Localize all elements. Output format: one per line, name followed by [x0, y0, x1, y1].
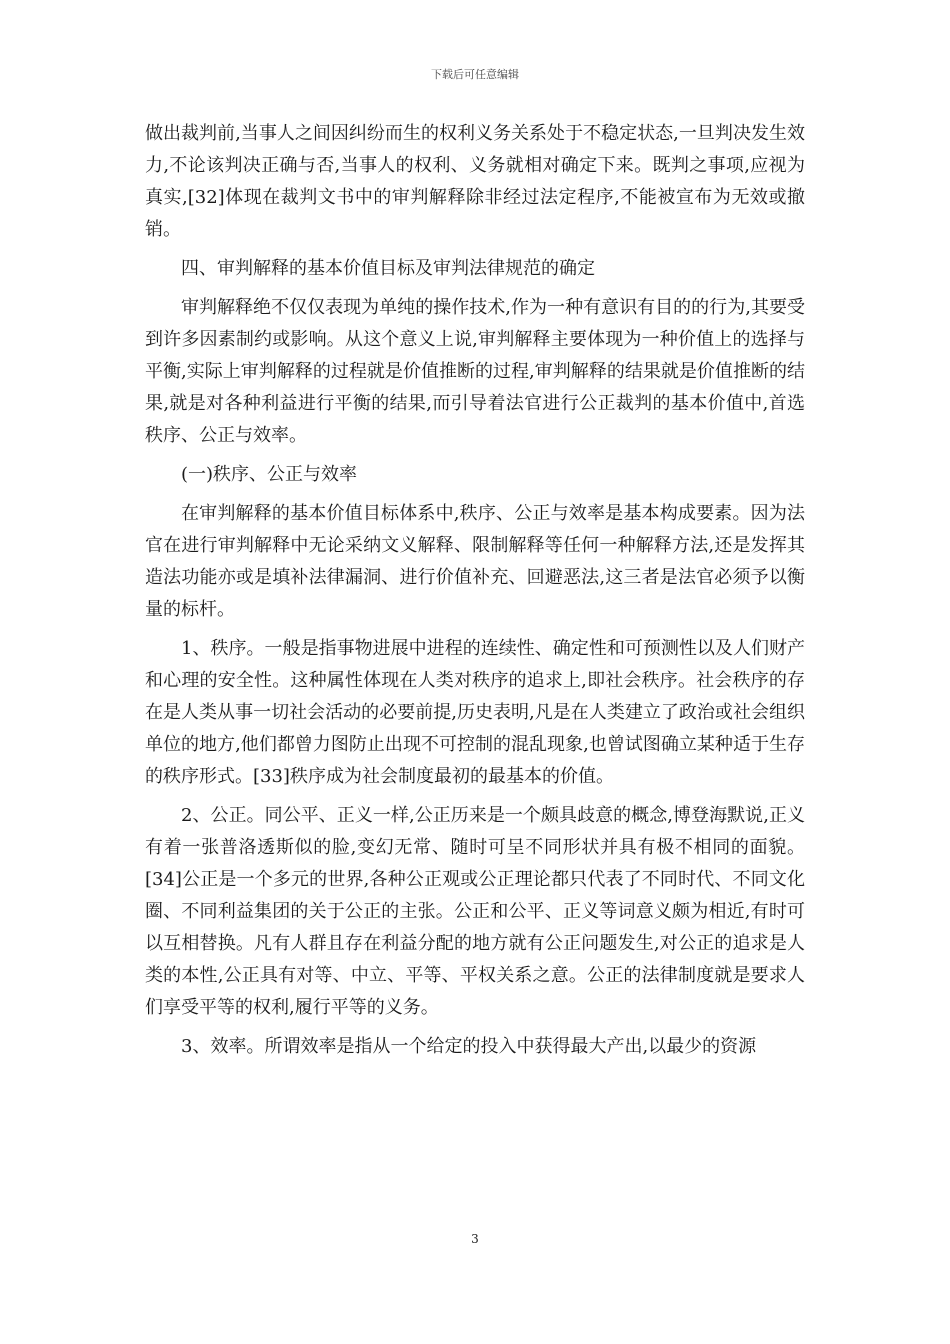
paragraph-efficiency: 3、效率。所谓效率是指从一个给定的投入中获得最大产出,以最少的资源 [181, 1036, 757, 1057]
paragraph-order: 1、秩序。一般是指事物进展中进程的连续性、确定性和可预测性以及人们财产和心理的安全性。这种属性体现在人类对秩序的追求上,即社会秩序。社会秩序的存在是人类从事一切社会活动的必要前提,历史表明,凡是在人类建立了政治或社会组织单位的地方,他们都曾力图防止出现不可控制的混乱现象,也曾试图确立某种适于生存的秩序形式。[33]秩序成为社会制度最初的最基本的价值。 [145, 638, 805, 787]
page-number: 3 [471, 1232, 479, 1246]
document-body [145, 118, 805, 1070]
page-header: 下载后可任意编辑 [431, 68, 519, 81]
paragraph-values: 在审判解释的基本价值目标体系中,秩序、公正与效率是基本构成要素。因为法官在进行审判解释中无论采纳文义解释、限制解释等任何一种解释方法,还是发挥其造法功能亦或是填补法律漏洞、进行价值补充、回避恶法,这三者是法官必须予以衡量的标杆。 [145, 503, 805, 620]
paragraph-intro: 审判解释绝不仅仅表现为单纯的操作技术,作为一种有意识有目的的行为,其要受到许多因素制约或影响。从这个意义上说,审判解释主要体现为一种价值上的选择与平衡,实际上审判解释的过程就是价值推断的过程,审判解释的结果就是价值推断的结果,就是对各种利益进行平衡的结果,而引导着法官进行公正裁判的基本价值中,首选秩序、公正与效率。 [145, 297, 805, 446]
paragraph-continuation: 做出裁判前,当事人之间因纠纷而生的权利义务关系处于不稳定状态,一旦判决发生效力,不论该判决正确与否,当事人的权利、义务就相对确定下来。既判之事项,应视为真实,[32]体现在裁判文书中的审判解释除非经过法定程序,不能被宣布为无效或撤销。 [145, 123, 805, 240]
subsection-heading: (一)秩序、公正与效率 [181, 464, 358, 485]
paragraph-justice: 2、公正。同公平、正义一样,公正历来是一个颇具歧意的概念,博登海默说,正义有着一张普洛透斯似的脸,变幻无常、随时可呈不同形状并具有极不相同的面貌。[34]公正是一个多元的世界,各种公正观或公正理论都只代表了不同时代、不同文化圈、不同利益集团的关于公正的主张。公正和公平、正义等词意义颇为相近,有时可以互相替换。凡有人群且存在利益分配的地方就有公正问题发生,对公正的追求是人类的本性,公正具有对等、中立、平等、平权关系之意。公正的法律制度就是要求人们享受平等的权利,履行平等的义务。 [145, 805, 805, 1018]
section-heading: 四、审判解释的基本价值目标及审判法律规范的确定 [181, 258, 595, 279]
